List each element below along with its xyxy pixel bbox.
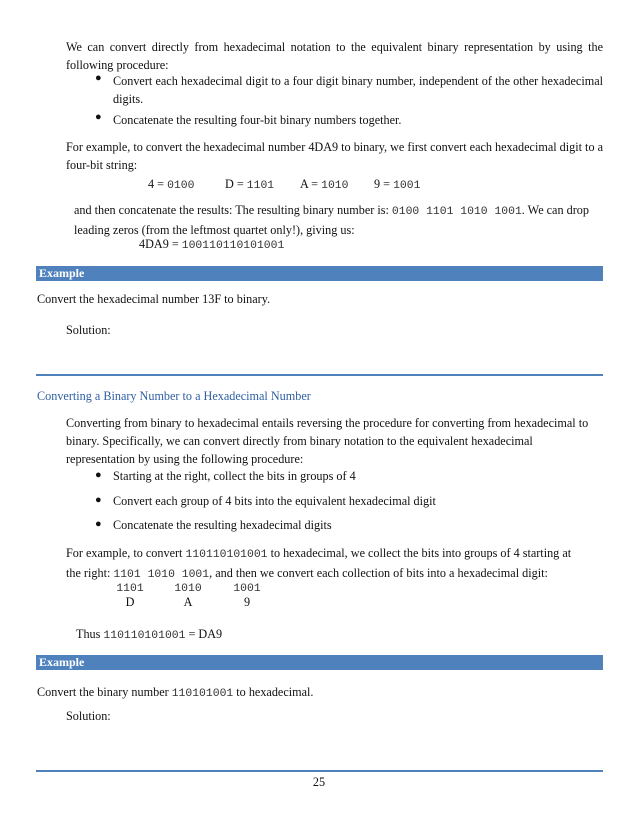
list-item: Concatenate the resulting hexadecimal digits [113,518,332,532]
solution-label: Solution: [66,323,111,337]
footer-divider [36,770,603,772]
page-number: 25 [312,775,326,789]
conversion-9: 9 = 1001 [374,177,421,192]
section-paragraph: Converting from binary to hexadecimal entails reversing the procedure for converting from hexadecimal to binary. Specifically, we can convert directly from binary notation to the equivalent hexadecimal representation by using the following procedure: [66,416,589,466]
list-item: Starting at the right, collect the bits in groups of 4 [113,469,356,483]
group-1: 1101 D [116,583,144,609]
concatenate-paragraph: and then concatenate the results: The resulting binary number is: 0100 1101 1010 1001. We can drop leading zeros (from the leftmost quartet only!), giving us: [74,203,589,237]
conversion-a: A = 1010 [300,177,349,192]
list-item: Concatenate the resulting four-bit binary numbers together. [113,113,402,127]
bullet-icon: ● [95,72,102,84]
conversion-4: 4 = 0100 [148,177,195,192]
example-prompt: Convert the hexadecimal number 13F to binary. [37,292,271,306]
result-line: 4DA9 = 100110110101001 [139,237,285,252]
solution-label: Solution: [66,709,111,723]
section-divider [36,374,603,376]
group-3: 1001 9 [233,583,261,609]
thus-line: Thus 110110101001 = DA9 [76,627,223,642]
example-paragraph: For example, to convert 110110101001 to hexadecimal, we collect the bits into groups of 4 starting at the right: 1101 1010 1001, and then we convert each collection of bits into a hexadecimal digit: [66,546,572,581]
example-header: Example [36,655,603,670]
intro-paragraph: We can convert directly from hexadecimal notation to the equivalent binary representation by using the following procedure: [66,40,603,72]
bullet-icon: ● [95,469,102,481]
conversion-d: D = 1101 [225,177,275,192]
list-item: Convert each group of 4 bits into the equivalent hexadecimal digit [113,494,436,508]
binary-code: 0100 1101 1010 1001 [391,206,522,218]
list-item: Convert each hexadecimal digit to a four digit binary number, independent of the other hexadecimal digits. [113,74,603,106]
section-heading: Converting a Binary Number to a Hexadecimal Number [37,389,311,403]
example-paragraph: For example, to convert the hexadecimal number 4DA9 to binary, we first convert each hexadecimal digit to a four-bit string: [66,140,603,172]
example-header: Example [36,266,603,281]
group-2: 1010 A [174,583,202,609]
bullet-icon: ● [95,111,102,123]
bullet-icon: ● [95,518,102,530]
example-prompt: Convert the binary number 110101001 to hexadecimal. [37,685,314,700]
bullet-icon: ● [95,494,102,506]
